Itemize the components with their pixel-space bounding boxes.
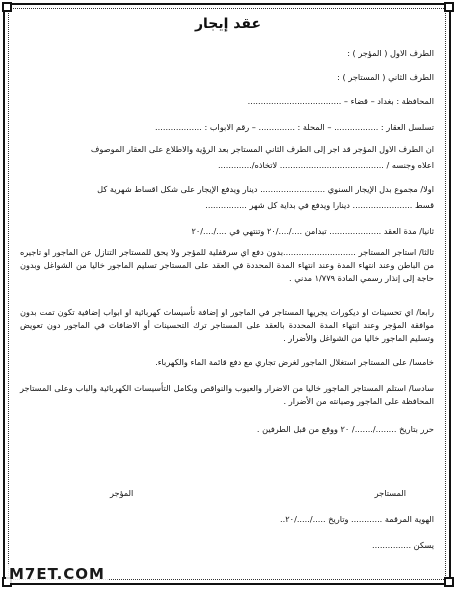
clause1-line2: اعلاه وجنسه / ........................................ لاتخاذه/.............: [217, 160, 434, 170]
clause7-paragraph: سادسا/ استلم المستاجر الماجور خاليا من الاضرار والعيوب والنواقص وبكامل التأسيسات الكهربائية والباب وعلى المستاجر المحافظة على الماجور وصيانته من الأضرار .: [20, 383, 434, 406]
clause2-line1: اولا/ مجموع بدل الإيجار السنوي ......................... دينار ويدفع الإيجار على شكل اقساط شهرية كل: [97, 184, 434, 194]
tenant-signature-label: المستاجر: [374, 488, 406, 498]
clause1-line1: ان الطرف الاول المؤجر قد اجر إلى الطرف الثاني المستاجر بعد الرؤية والاطلاع على العقار الموصوف: [90, 144, 434, 154]
clause6-paragraph: خامسا/ على المستاجر استغلال الماجور لغرض تجاري مع دفع قائمة الماء والكهرباء.: [155, 357, 434, 367]
clause5-paragraph: رابعا/ اي تحسينات او ديكورات يجريها المستاجر في الماجور او إضافة تأسيسات كهربائية او ابواب إضافية تكون تمت بدون موافقة المؤجر وعند انتهاء المدة المحددة بالعقد على المستاجر ترك التحسينات أو الاضافات في الماجور دون تعويض وتسليم الماجور خاليا من الشواغل والأضرار .: [20, 307, 434, 343]
id-number-line: الهوية المرقمة ............ وتاريخ ...../...../٢٠..: [280, 514, 434, 524]
contract-document: [14, 10, 442, 576]
party2-line: الطرف الثاني ( المستاجر ) :: [337, 72, 434, 82]
clause2-line2: قسط ....................... دينارا ويدفع في بداية كل شهر ................: [205, 200, 434, 210]
corner-ornament: [444, 577, 454, 587]
party1-line: الطرف الاول ( المؤجر ) :: [347, 48, 434, 58]
clause4-paragraph: ثالثا/ استاجر المستاجر ............................بدون دفع اي سرقفلية للمؤجر ولا يحق للمستاجر التنازل عن الماجور او تاجيره من الباطن وعند انتهاء المدة وعند انتهاء المدة المحددة في العقد على المستاجر تسليم الماجور خاليا من الشواغل وبدون حاجة إلى إنذار رسمي المادة ١/٧٧٩ مدني .: [20, 247, 434, 283]
site-watermark: M7ET.COM: [6, 565, 108, 583]
governorate-line: المحافظة : بغداد – قضاء – ....................................: [247, 96, 434, 106]
corner-ornament: [2, 2, 12, 12]
clause3-line: ثانيا/ مدة العقد .................... تبدامن ..../..../٢٠ وتنتهي في ..../..../٢٠: [191, 226, 434, 236]
landlord-signature-label: المؤجر: [110, 488, 134, 498]
resides-line: يسكن ...............: [372, 540, 434, 550]
corner-ornament: [444, 2, 454, 12]
contract-title: عقد إيجار: [194, 16, 262, 32]
written-date-line: حرر بتاريخ ......../......./ ٢٠ ووقع من قبل الطرفين .: [256, 424, 434, 434]
serial-line: تسلسل العقار : ................. – المحلة : .............. – رقم الابواب : ..................: [155, 122, 434, 132]
